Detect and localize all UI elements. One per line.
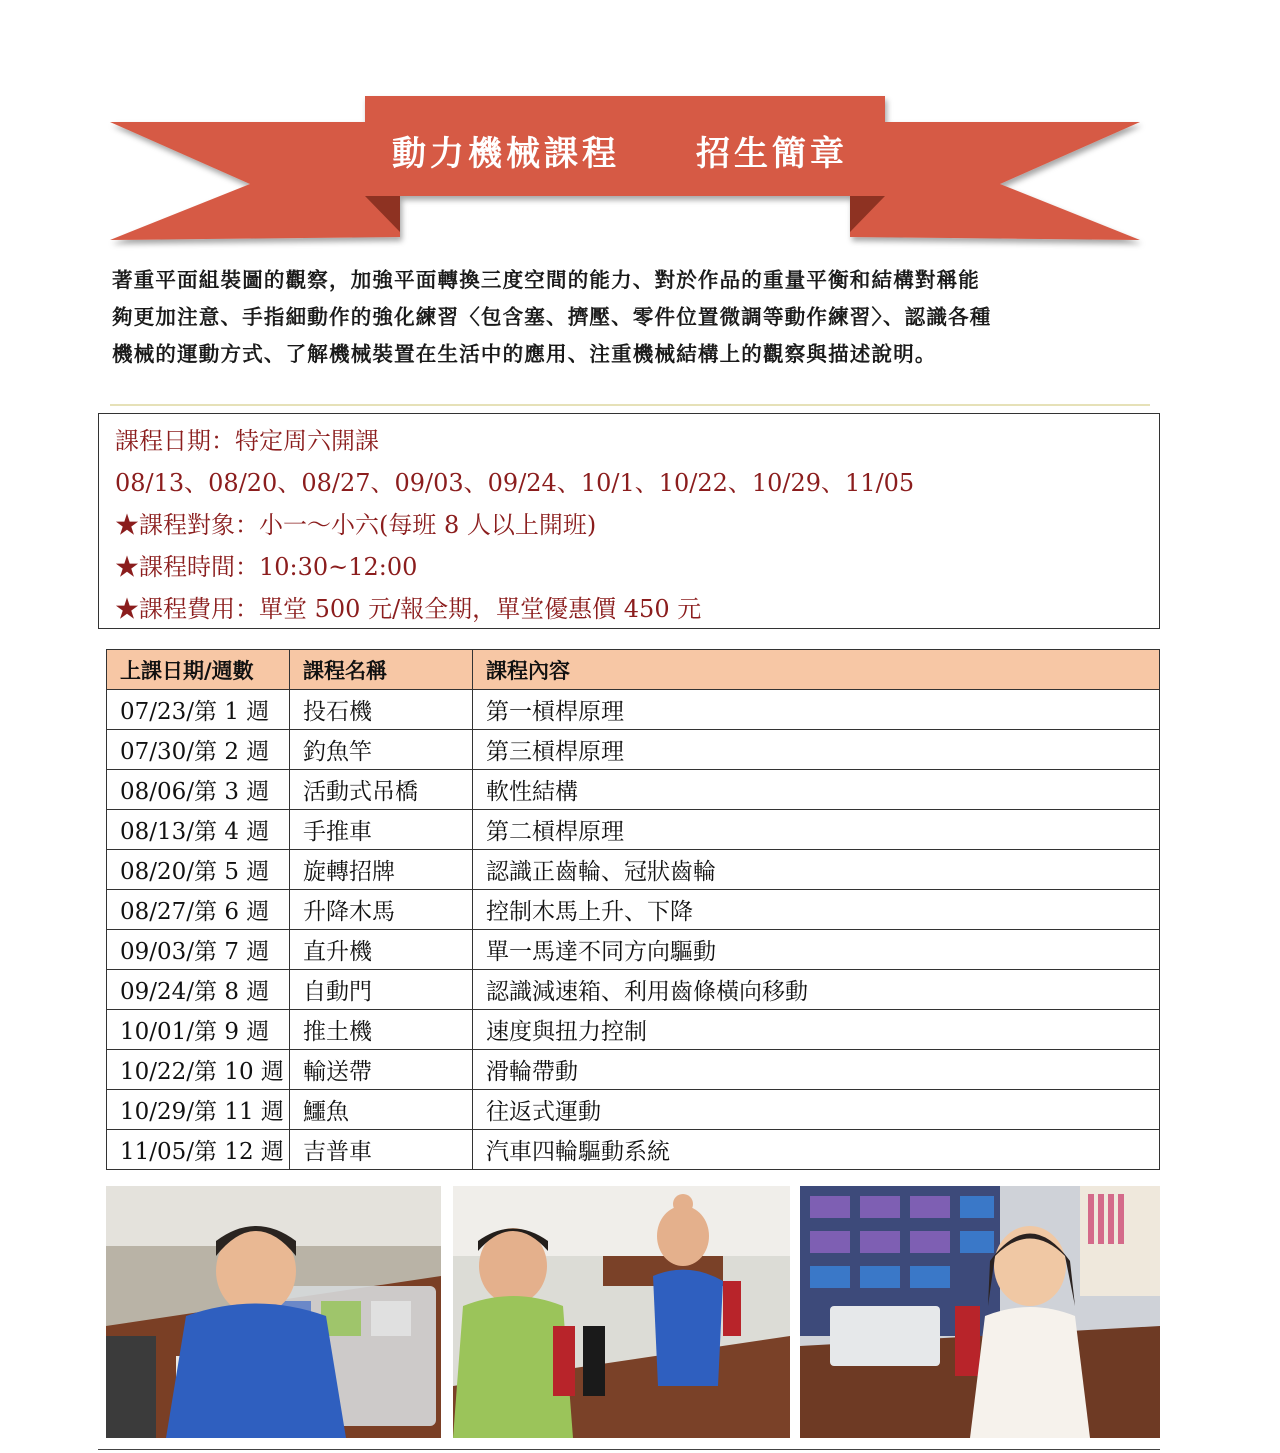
table-row <box>107 1090 1160 1130</box>
divider <box>110 404 1150 406</box>
header-course-name: 課程名稱 <box>290 650 473 690</box>
star-icon: ★ <box>115 553 139 581</box>
cell-course-content: 單一馬達不同方向驅動 <box>473 930 1160 970</box>
photo-boy-building-model <box>106 1186 441 1438</box>
course-info-box <box>98 413 1160 629</box>
course-dates: 08/13、08/20、08/27、09/03、09/24、10/1、10/22、10/29、11/05 <box>115 469 915 497</box>
cell-course-content: 控制木馬上升、下降 <box>473 890 1160 930</box>
intro-line: 夠更加注意、手指細動作的強化練習〈包含塞、擠壓、零件位置微調等動作練習〉、認識各種 <box>112 305 992 329</box>
table-row <box>107 890 1160 930</box>
star-icon: ★ <box>115 595 139 623</box>
cell-course-content: 速度與扭力控制 <box>473 1010 1160 1050</box>
bottom-divider <box>98 1449 1160 1450</box>
cell-date-week: 07/23/第 1 週 <box>107 690 290 730</box>
cell-date-week: 08/13/第 4 週 <box>107 810 290 850</box>
course-target-text: 課程對象：小一～小六(每班 8 人以上開班) <box>139 511 597 539</box>
cell-date-week: 09/24/第 8 週 <box>107 970 290 1010</box>
header-course-content: 課程內容 <box>473 650 1160 690</box>
table-row <box>107 930 1160 970</box>
table-row <box>107 1050 1160 1090</box>
header-date-week: 上課日期/週數 <box>107 650 290 690</box>
cell-course-name: 釣魚竿 <box>290 730 473 770</box>
cell-course-content: 滑輪帶動 <box>473 1050 1160 1090</box>
table-row <box>107 690 1160 730</box>
cell-course-name: 投石機 <box>290 690 473 730</box>
cell-course-name: 輸送帶 <box>290 1050 473 1090</box>
star-icon: ★ <box>115 511 139 539</box>
cell-course-name: 升降木馬 <box>290 890 473 930</box>
course-fee <box>115 588 1159 630</box>
cell-date-week: 11/05/第 12 週 <box>107 1130 290 1170</box>
intro-paragraph <box>112 262 1162 373</box>
cell-course-content: 汽車四輪驅動系統 <box>473 1130 1160 1170</box>
table-row <box>107 810 1160 850</box>
table-row <box>107 1130 1160 1170</box>
course-date-label: 課程日期：特定周六開課 <box>115 427 379 455</box>
cell-date-week: 10/01/第 9 週 <box>107 1010 290 1050</box>
cell-date-week: 08/27/第 6 週 <box>107 890 290 930</box>
banner-title: 動力機械課程 招生簡章 <box>392 133 848 174</box>
schedule-table <box>106 649 1160 1170</box>
cell-course-name: 活動式吊橋 <box>290 770 473 810</box>
cell-course-content: 認識正齒輪、冠狀齒輪 <box>473 850 1160 890</box>
cell-date-week: 08/20/第 5 週 <box>107 850 290 890</box>
course-time-text: 課程時間：10:30~12:00 <box>139 553 418 581</box>
cell-date-week: 10/22/第 10 週 <box>107 1050 290 1090</box>
course-time <box>115 546 1159 588</box>
cell-date-week: 08/06/第 3 週 <box>107 770 290 810</box>
cell-date-week: 07/30/第 2 週 <box>107 730 290 770</box>
table-row <box>107 1010 1160 1050</box>
table-row <box>107 850 1160 890</box>
cell-course-name: 推土機 <box>290 1010 473 1050</box>
photo-girl-building-model <box>800 1186 1160 1438</box>
cell-date-week: 09/03/第 7 週 <box>107 930 290 970</box>
cell-course-name: 鱷魚 <box>290 1090 473 1130</box>
cell-course-name: 手推車 <box>290 810 473 850</box>
cell-date-week: 10/29/第 11 週 <box>107 1090 290 1130</box>
cell-course-name: 吉普車 <box>290 1130 473 1170</box>
cell-course-content: 往返式運動 <box>473 1090 1160 1130</box>
cell-course-name: 旋轉招牌 <box>290 850 473 890</box>
cell-course-name: 直升機 <box>290 930 473 970</box>
course-target <box>115 504 1159 546</box>
cell-course-name: 自動門 <box>290 970 473 1010</box>
table-row <box>107 770 1160 810</box>
table-row <box>107 730 1160 770</box>
intro-line: 著重平面組裝圖的觀察，加強平面轉換三度空間的能力、對於作品的重量平衡和結構對稱能 <box>112 268 980 292</box>
cell-course-content: 第二槓桿原理 <box>473 810 1160 850</box>
intro-line: 機械的運動方式、了解機械裝置在生活中的應用、注重機械結構上的觀察與描述說明。 <box>112 342 937 366</box>
photo-two-boys-building-models <box>453 1186 790 1438</box>
cell-course-content: 第三槓桿原理 <box>473 730 1160 770</box>
cell-course-content: 第一槓桿原理 <box>473 690 1160 730</box>
table-header-row <box>107 650 1160 690</box>
table-row <box>107 970 1160 1010</box>
cell-course-content: 軟性結構 <box>473 770 1160 810</box>
cell-course-content: 認識減速箱、利用齒條橫向移動 <box>473 970 1160 1010</box>
course-fee-text: 課程費用：單堂 500 元/報全期，單堂優惠價 450 元 <box>139 595 702 623</box>
